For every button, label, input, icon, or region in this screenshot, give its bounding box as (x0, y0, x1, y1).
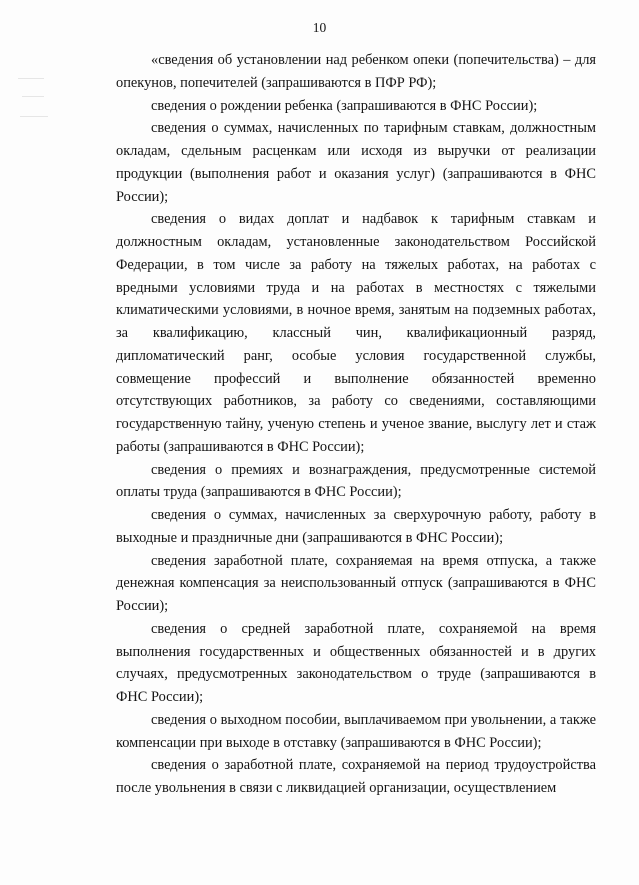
paragraph-severance: сведения о выходном пособии, выплачиваемом при увольнении, а также компенсации при выходе в отставку (запрашиваются в ФНС России); (116, 711, 596, 751)
paragraph-average-salary: сведения о средней заработной плате, сохраняемой на время выполнения государственных и общественных обязанностей и в других случаях, предусмотренных законодательством о труде (запрашиваются в ФНС России); (116, 620, 596, 705)
paragraph-guardianship: «сведения об установлении над ребенком опеки (попечительства) – для опекунов, попечителей (запрашиваются в ПФР РФ); (116, 52, 596, 91)
paragraph-tariff-sums: сведения о суммах, начисленных по тарифным ставкам, должностным окладам, сдельным расценкам или исходя из выручки от реализации продукции (выполнения работ и оказания услуг) (запрашиваются в ФНС России); (116, 120, 596, 205)
scan-margin-marks (18, 70, 48, 125)
paragraph-bonuses: сведения о премиях и вознаграждения, предусмотренные системой оплаты труда (запрашиваются в ФНС России); (116, 461, 596, 501)
page-number: 10 (312, 20, 327, 35)
paragraph-child-birth: сведения о рождении ребенка (запрашиваются в ФНС России); (151, 97, 538, 114)
paragraph-salary-after-dismissal: сведения о заработной плате, сохраняемой на период трудоустройства после увольнения в связи с ликвидацией организации, осуществлением (116, 757, 596, 796)
paragraph-vacation-pay: сведения заработной плате, сохраняемая на время отпуска, а также денежная компенсация за неиспользованный отпуск (запрашиваются в ФНС России); (116, 552, 596, 614)
document-body (116, 49, 596, 800)
paragraph-allowances: сведения о видах доплат и надбавок к тарифным ставкам и должностным окладам, установленные законодательством Российской Федерации, в том числе за работу на тяжелых работах, на работах с вредными условиями труда и на работах в местностях с тяжелыми климатическими условиями, в ночное время, занятым на подземных работах, за квалификацию, классный чин, квалификационный разряд, дипломатический ранг, особые условия государственной службы, совмещение профессий и выполнение обязанностей временно отсутствующих работников, за работу со сведениями, составляющими государственную тайну, ученую степень и ученое звание, выслугу лет и стаж работы (запрашиваются в ФНС России); (116, 211, 596, 455)
paragraph-overtime: сведения о суммах, начисленных за сверхурочную работу, работу в выходные и праздничные дни (запрашиваются в ФНС России); (116, 507, 596, 546)
